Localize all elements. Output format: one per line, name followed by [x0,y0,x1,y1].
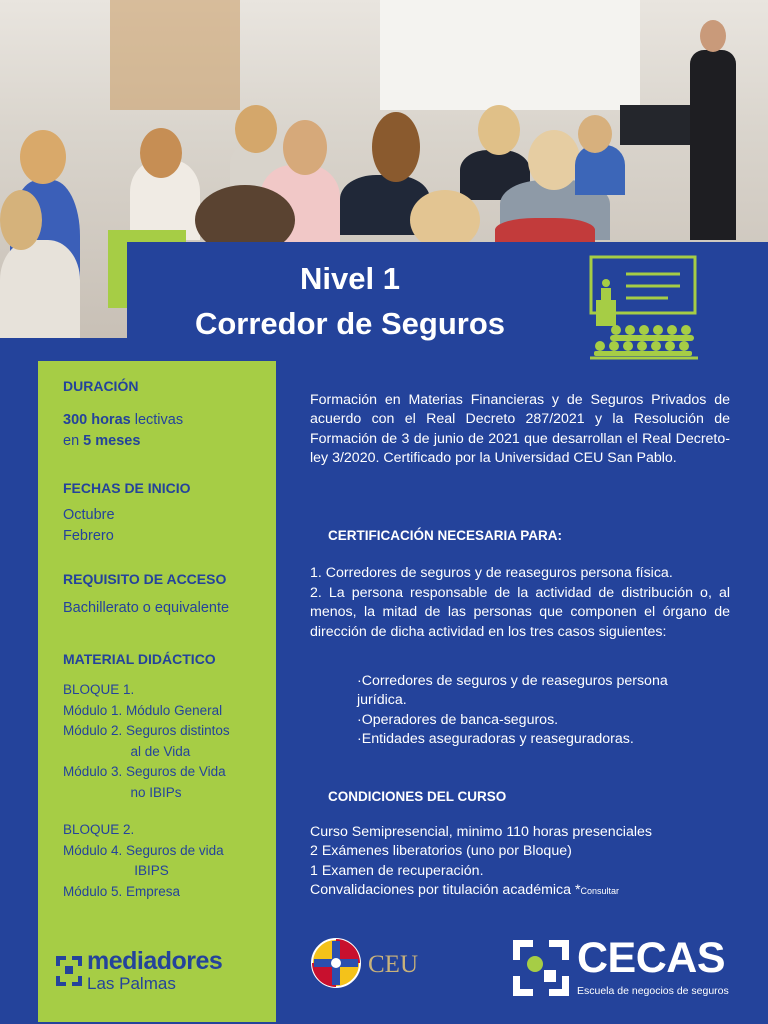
duracion-text [63,410,183,452]
title-line-2: Corredor de Seguros [194,306,506,341]
cecas-mark-icon [513,940,569,996]
page-title [130,256,570,346]
duracion-hours: 300 horas [63,412,131,428]
audience-member [528,130,580,190]
cert-item-2: 2. La persona responsable de la actividad de distribución o, al menos, la mitad de las personas que componen el órgano de dirección de dicha actividad en los tres casos siguientes: [310,585,730,640]
cert-sub-item: ·Operadores de banca-seguros. [357,711,559,728]
condicion-item: Curso Semipresencial, minimo 110 horas presenciales [310,824,652,840]
audience-member [20,130,66,184]
audience-member [372,112,420,182]
ceu-crest-icon [310,937,362,989]
audience-member [283,120,327,175]
convalidaciones-text: Convalidaciones por titulación académica * [310,882,581,899]
cert-sub-item: ·Corredores de seguros y de reaseguros persona jurídica. [357,673,668,709]
duracion-months: 5 meses [83,433,141,449]
cecas-logo [513,934,743,1000]
audience-member [410,190,480,250]
projection-screen [380,0,640,110]
cert-sub-item: ·Entidades aseguradoras y reaseguradoras. [357,731,634,748]
duracion-months-prefix: en [63,433,84,449]
presenter [690,50,736,240]
mediadores-wordmark: mediadores [87,947,223,975]
mediadores-subtitle: Las Palmas [87,974,176,993]
laptop [620,105,690,145]
fecha-item: Octubre [63,507,115,523]
audience-member [575,145,625,195]
audience-member [0,240,80,338]
cert-sublist [310,672,730,750]
audience-member [478,105,520,155]
certificacion-heading: CERTIFICACIÓN NECESARIA PARA: [328,528,563,543]
cecas-tagline: Escuela de negocios de seguros [577,985,729,997]
condicion-item: 2 Exámenes liberatorios (uno por Bloque) [310,843,572,860]
cert-item-1: 1. Corredores de seguros y de reaseguros persona física. [310,565,673,581]
ceu-logo [310,937,450,987]
bloque-2: BLOQUE 2. Módulo 4. Seguros de vida IBIPS Módulo 5. Empresa [63,822,224,899]
title-line-1: Nivel 1 [300,261,400,296]
fechas-heading: FECHAS DE INICIO [63,480,191,496]
material-heading: MATERIAL DIDÁCTICO [63,651,216,667]
audience-member [578,115,612,153]
condiciones-list [310,823,730,902]
audience-member [140,128,182,178]
window [110,0,240,110]
fechas-list [63,505,115,547]
condicion-item: 1 Examen de recuperación. [310,862,484,879]
duracion-hours-suffix: lectivas [130,412,184,428]
bloque-1: BLOQUE 1. Módulo 1. Módulo General Módulo 2. Seguros distintos al de Vida Módulo 3. Seguros de Vida no IBIPs [63,682,230,800]
requisito-text: Bachillerato o equivalente [63,600,230,616]
requisito-heading: REQUISITO DE ACCESO [63,571,227,587]
presenter-head [700,20,726,52]
duracion-heading: DURACIÓN [63,378,139,394]
fecha-item: Febrero [63,528,114,544]
presentation-audience-icon [588,254,700,362]
consultar-note: Consultar [580,886,620,897]
condicion-item [310,881,730,901]
intro-paragraph: Formación en Materias Financieras y de Seguros Privados de acuerdo con el Real Decreto 287/2021 y la Resolución de Formación de 3 de junio de 2021 que desarrollan el Real Decreto-ley 3/2020. Certificado por la Universidad CEU San Pablo. [310,392,730,467]
mediadores-mark-icon [56,956,82,996]
mediadores-logo [56,947,266,996]
audience-member [0,190,42,250]
cecas-wordmark: CECAS [577,934,726,982]
ceu-wordmark: CEU [368,951,418,978]
audience-member [235,105,277,153]
condiciones-heading: CONDICIONES DEL CURSO [328,789,507,804]
